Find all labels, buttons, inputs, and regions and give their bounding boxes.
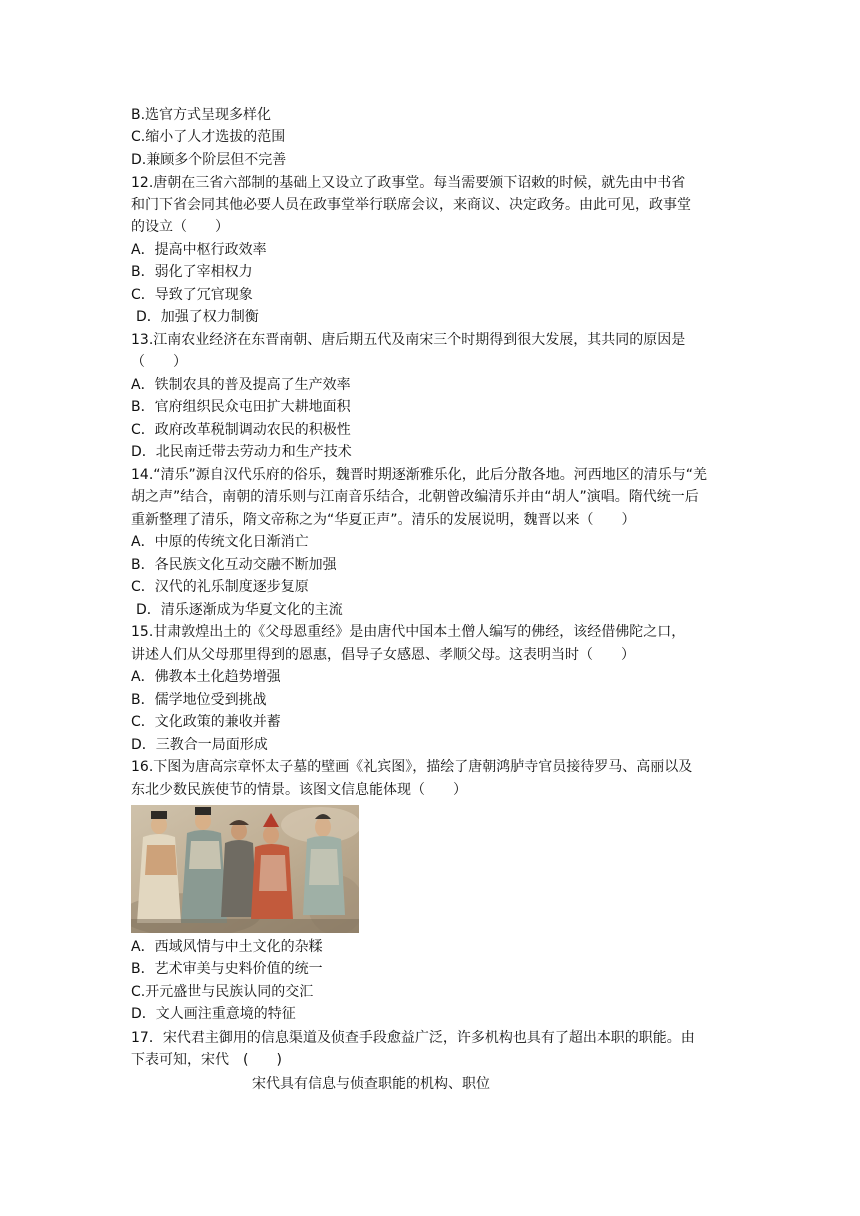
q12-option-d: D．加强了权力制衡 <box>136 309 259 325</box>
q14-option-b: B．各民族文化互动交融不断加强 <box>131 557 337 573</box>
q14-stem-line: 14.“清乐”源自汉代乐府的俗乐，魏晋时期逐渐雅乐化，此后分散各地。河西地区的清乐与“羌 <box>131 467 708 483</box>
q15-option-a: A．佛教本土化趋势增强 <box>131 669 281 685</box>
q16-option-a: A．西域风情与中土文化的杂糅 <box>131 939 323 955</box>
q13-option-c: C．政府改革税制调动农民的积极性 <box>131 422 351 438</box>
q12-stem-line: 12.唐朝在三省六部制的基础上又设立了政事堂。每当需要颁下诏敕的时候，就先由中书省 <box>131 175 686 191</box>
q14-stem-line: 重新整理了清乐，隋文帝称之为“华夏正声”。清乐的发展说明，魏晋以来（ ） <box>131 512 636 528</box>
q13-stem-line: （ ） <box>131 354 187 370</box>
q12-option-c: C．导致了冗官现象 <box>131 287 253 303</box>
q12-option-b: B．弱化了宰相权力 <box>131 264 253 280</box>
q15-stem-line: 讲述人们从父母那里得到的恩惠，倡导子女感恩、孝顺父母。这表明当时（ ） <box>131 647 635 663</box>
q17-stem-line: 17．宋代君主御用的信息渠道及侦查手段愈益广泛，许多机构也具有了超出本职的职能。由 <box>131 1030 695 1046</box>
q13-option-d: D．北民南迁带去劳动力和生产技术 <box>131 444 352 460</box>
table-caption: 宋代具有信息与侦查职能的机构、职位 <box>252 1076 490 1092</box>
q11-option-b: B.选官方式呈现多样化 <box>131 107 272 123</box>
q16-option-d: D．文人画注重意境的特征 <box>131 1006 296 1022</box>
q15-option-d: D．三教合一局面形成 <box>131 737 268 753</box>
q12-stem-line: 的设立（ ） <box>131 219 229 235</box>
q15-option-c: C．文化政策的兼收并蓄 <box>131 714 281 730</box>
q14-stem-line: 胡之声”结合，南朝的清乐则与江南音乐结合，北朝曾改编清乐并由“胡人”演唱。隋代统一后 <box>131 489 699 505</box>
q16-option-c: C.开元盛世与民族认同的交汇 <box>131 984 314 1000</box>
q14-option-c: C．汉代的礼乐制度逐步复原 <box>131 579 309 595</box>
q16-stem-line: 东北少数民族使节的情景。该图文信息能体现（ ） <box>131 782 467 798</box>
q15-stem-line: 15.甘肃敦煌出土的《父母恩重经》是由唐代中国本土僧人编写的佛经，该经借佛陀之口， <box>131 624 686 640</box>
mural-illustration <box>131 805 359 933</box>
q13-option-b: B．官府组织民众屯田扩大耕地面积 <box>131 399 351 415</box>
q15-option-b: B．儒学地位受到挑战 <box>131 692 267 708</box>
q14-option-a: A．中原的传统文化日渐消亡 <box>131 534 309 550</box>
q16-option-b: B．艺术审美与史料价值的统一 <box>131 961 323 977</box>
q11-option-d: D.兼顾多个阶层但不完善 <box>131 152 287 168</box>
q11-option-c: C.缩小了人才选拔的范围 <box>131 129 286 145</box>
q12-stem-line: 和门下省会同其他必要人员在政事堂举行联席会议，来商议、决定政务。由此可见，政事堂 <box>131 197 691 213</box>
q13-option-a: A．铁制农具的普及提高了生产效率 <box>131 377 351 393</box>
mural-image <box>131 805 359 933</box>
q16-stem-line: 16.下图为唐高宗章怀太子墓的壁画《礼宾图》，描绘了唐朝鸿胪寺官员接待罗马、高丽以及 <box>131 759 693 775</box>
q14-option-d: D．清乐逐渐成为华夏文化的主流 <box>136 602 343 618</box>
q17-stem-line: 下表可知，宋代 ( ) <box>131 1052 282 1068</box>
q12-option-a: A．提高中枢行政效率 <box>131 242 267 258</box>
q13-stem-line: 13.江南农业经济在东晋南朝、唐后期五代及南宋三个时期得到很大发展，其共同的原因是 <box>131 332 686 348</box>
